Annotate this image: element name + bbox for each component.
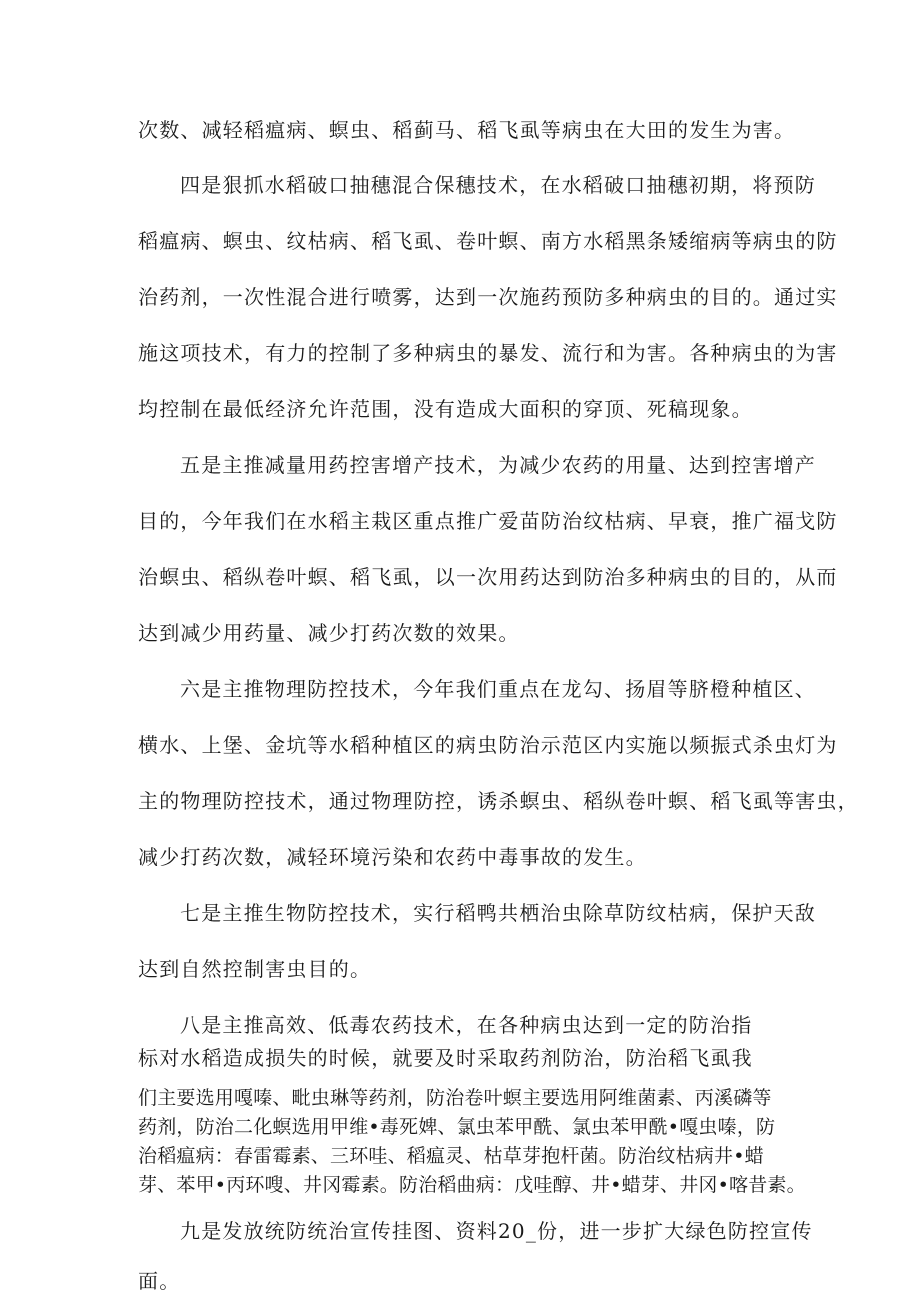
- text-line-6: 均控制在最低经济允许范围，没有造成大面积的穿顶、死稿现象。: [138, 397, 753, 421]
- text-line-24: 面。: [138, 1269, 181, 1293]
- text-line-14: 减少打药次数，减轻环境污染和农药中毒事故的发生。: [138, 845, 647, 869]
- text-line-12: 横水、上堡、金坑等水稻种植区的病虫防治示范区内实施以频振式杀虫灯为: [138, 733, 838, 757]
- text-line-21: 治稻瘟病：春雷霉素、三环哇、稻瘟灵、枯草芽抱杆菌。防治纹枯病井•蜡: [138, 1145, 764, 1167]
- text-line-11: 六是主推物理防控技术，今年我们重点在龙勾、扬眉等脐橙种植区、: [180, 677, 816, 701]
- text-line-2: 四是狠抓水稻破口抽穗混合保穗技术，在水稻破口抽穗初期，将预防: [180, 173, 816, 197]
- text-line-8: 目的，今年我们在水稻主栽区重点推广爱苗防治纹枯病、早衰，推广福戈防: [138, 509, 838, 533]
- text-line-15: 七是主推生物防控技术，实行稻鸭共栖治虫除草防纹枯病，保护天敌: [180, 901, 816, 925]
- text-line-13: 主的物理防控技术，通过物理防控，诱杀螟虫、稻纵卷叶螟、稻飞虱等害虫，: [138, 789, 859, 813]
- text-line-20: 药剂，防治二化螟选用甲维•毒死婢、氯虫苯甲酰、氯虫苯甲酰•嘎虫嗪，防: [138, 1116, 776, 1138]
- text-line-23: 九是发放统防统治宣传挂图、资料20_份，进一步扩大绿色防控宣传: [180, 1219, 813, 1243]
- text-line-5: 施这项技术，有力的控制了多种病虫的暴发、流行和为害。各种病虫的为害: [138, 341, 838, 365]
- text-line-3: 稻瘟病、螟虫、纹枯病、稻飞虱、卷叶螟、南方水稻黑条矮缩病等病虫的防: [138, 229, 838, 253]
- text-line-17: 八是主推高效、低毒农药技术，在各种病虫达到一定的防治指: [180, 1013, 753, 1037]
- text-line-4: 治药剂，一次性混合进行喷雾，达到一次施药预防多种病虫的目的。通过实: [138, 285, 838, 309]
- text-line-22: 芽、苯甲•丙环嗖、井冈霉素。防治稻曲病：戊哇醇、井•蜡芽、井冈•喀昔素。: [138, 1174, 806, 1196]
- text-line-19: 们主要选用嘎嗪、毗虫琳等药剂，防治卷叶螟主要选用阿维菌素、丙溪磷等: [138, 1087, 772, 1109]
- text-line-16: 达到自然控制害虫目的。: [138, 957, 372, 981]
- text-line-1: 次数、减轻稻瘟病、螟虫、稻蓟马、稻飞虱等病虫在大田的发生为害。: [138, 118, 796, 142]
- text-line-7: 五是主推减量用药控害增产技术，为减少农药的用量、达到控害增产: [180, 453, 816, 477]
- text-line-9: 治螟虫、稻纵卷叶螟、稻飞虱，以一次用药达到防治多种病虫的目的，从而: [138, 565, 838, 589]
- text-line-10: 达到减少用药量、减少打药次数的效果。: [138, 621, 520, 645]
- text-line-18: 标对水稻造成损失的时候，就要及时采取药剂防治，防治稻飞虱我: [138, 1046, 753, 1070]
